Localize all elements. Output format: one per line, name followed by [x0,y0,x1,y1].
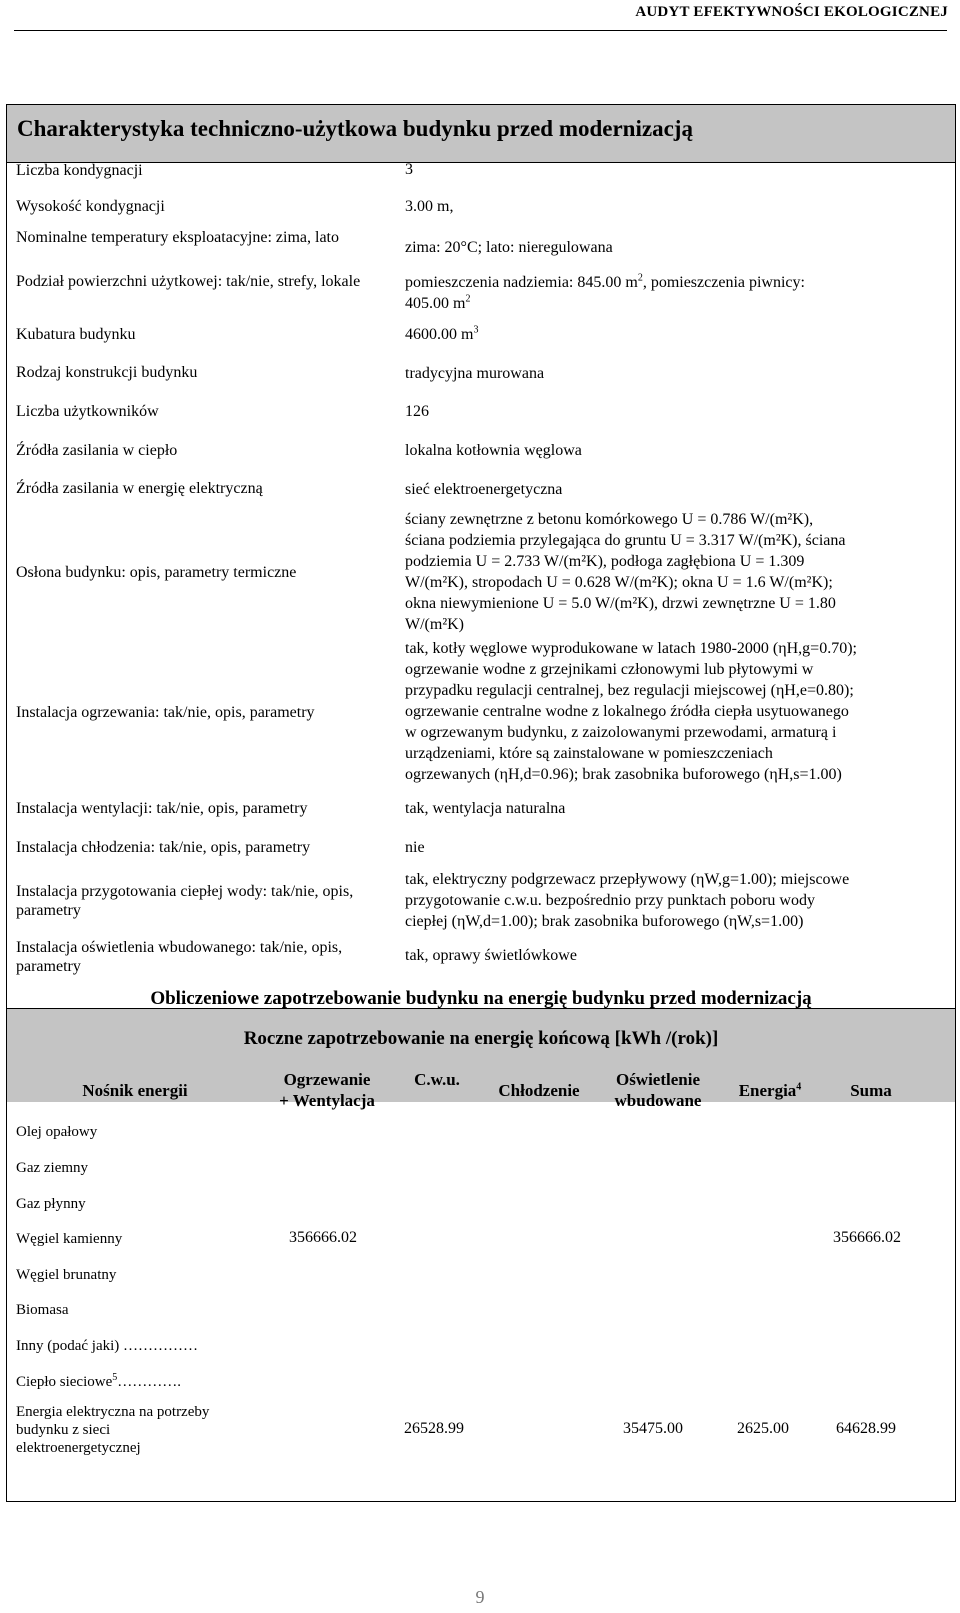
value-cwu: tak, elektryczny podgrzewacz przepływowy (ηW,g=1.00); miejscowe przygotowanie c.w.u. bezpośrednio przy punktach poboru wody ciepłej (ηW,d=1.00); brak zasobnika buforowego (ηW,s=1.00) [405,871,850,930]
row-gaz-plynny: Gaz płynny [16,1196,86,1212]
value-kondygnacje: 3 [405,161,413,178]
value-oslona: ściany zewnętrzne z betonu komórkowego U = 0.786 W/(m²K), ściana podziemia przylegająca do gruntu U = 3.317 W/(m²K), ściana podziemia U = 2.733 W/(m²K), podłoga zagłębiona U = 1.309 W/(m²K), stropodach U = 0.628 W/(m²K); okna U = 1.6 W/(m²K); okna niewymienione U = 5.0 W/(m²K), drzwi zewnętrzne U = 1.80 W/(m²K) [405,511,846,633]
label-oslona: Osłona budynku: opis, parametry termiczne [16,564,297,581]
value-ogrzewanie: tak, kotły węglowe wyprodukowane w latach 1980-2000 (ηH,g=0.70); ogrzewanie wodne z grzejnikami członowymi lub płytowymi w przypadku regulacji centralnej, bez regulacji miejscowej (ηH,e=0.80); ogrzewanie centralne wodne z lokalnego źródła ciepła usytuowanego w ogrzewanym budynku, z zaizolowanymi przewodami, armaturą i urządzeniami, które są zainstalowane w pomieszczeniach ogrzewanych (ηH,d=0.96); brak zasobnika buforowego (ηH,s=1.00) [405,640,857,783]
value-oswietlenie: tak, oprawy świetlówkowe [405,947,577,964]
row-olej: Olej opałowy [16,1124,98,1140]
label-cieplo: Źródła zasilania w ciepło [16,442,178,459]
label-cwu: Instalacja przygotowania ciepłej wody: tak/nie, opis, parametry [16,883,354,919]
section2-title: Obliczeniowe zapotrzebowanie budynku na energię budynku przed modernizacją [150,988,812,1009]
label-wentylacja: Instalacja wentylacji: tak/nie, opis, parametry [16,800,308,817]
label-temperatury: Nominalne temperatury eksploatacyjne: zima, lato [16,229,339,246]
row-wegiel-brunatny: Węgiel brunatny [16,1267,117,1283]
col-ogrzewanie: Ogrzewanie + Wentylacja [279,1070,375,1110]
col-chlodzenie: Chłodzenie [498,1081,580,1100]
label-podzial: Podział powierzchni użytkowej: tak/nie, strefy, lokale [16,273,361,290]
value-chlodzenie: nie [405,839,425,856]
header-rule [14,30,947,31]
row-wegiel-kamienny: Węgiel kamienny [16,1231,123,1247]
label-kubatura: Kubatura budynku [16,326,136,343]
cell-ee-oswietlenie: 2625.00 [737,1420,789,1437]
page-header [0,0,960,34]
label-uzytkownicy: Liczba użytkowników [16,403,159,420]
value-temperatury: zima: 20°C; lato: nieregulowana [405,239,613,256]
label-energia: Źródła zasilania w energię elektryczną [16,480,263,497]
row-biomasa: Biomasa [16,1302,69,1318]
section2-subtitle: Roczne zapotrzebowanie na energię końcową [kWh /(rok)] [243,1028,719,1049]
value-kubatura: 4600.00 $m^3$ [405,324,479,343]
label-konstrukcja: Rodzaj konstrukcji budynku [16,364,198,381]
label-wysokosc: Wysokość kondygnacji [16,198,165,215]
value-podzial: pomieszczenia nadziemia: 845.00 $m^2$, pomieszczenia piwnicy: 405.00 $m^2$ [405,272,805,312]
label-oswietlenie: Instalacja oświetlenia wbudowanego: tak/nie, opis, parametry [16,939,343,975]
label-ogrzewanie: Instalacja ogrzewania: tak/nie, opis, parametry [16,704,315,721]
row-energia-elektryczna: Energia elektryczna na potrzeby budynku z sieci elektroenergetycznej [16,1404,210,1456]
value-wysokosc: 3.00 m, [405,198,454,215]
col-oswietlenie: Oświetlenie wbudowane [614,1070,702,1110]
row-cieplo-sieciowe: Ciepło sieciowe$^5$…………. [16,1372,181,1390]
value-wentylacja: tak, wentylacja naturalna [405,800,566,817]
col-nosnik: Nośnik energii [82,1081,188,1100]
col-suma: Suma [850,1081,892,1100]
col-cwu: C.w.u. [414,1070,460,1089]
value-cieplo: lokalna kotłownia węglowa [405,442,582,459]
label-chlodzenie: Instalacja chłodzenia: tak/nie, opis, parametry [16,839,311,856]
label-kondygnacje: Liczba kondygnacji [16,162,143,179]
section1-title: Charakterystyka techniczno-użytkowa budynku przed modernizacją [17,116,693,141]
value-konstrukcja: tradycyjna murowana [405,365,545,382]
header-title: AUDYT EFEKTYWNOŚCI EKOLOGICZNEJ [635,4,948,20]
cell-ee-suma: 64628.99 [836,1420,896,1437]
cell-ee-ogrzewanie: 26528.99 [404,1420,464,1437]
cell-wegiel-ogrzewanie: 356666.02 [289,1229,357,1246]
row-inny: Inny (podać jaki) …………… [16,1338,199,1354]
value-uzytkownicy: 126 [405,403,429,420]
page-number: 9 [475,1587,485,1607]
value-energia: sieć elektroenergetyczna [405,481,563,498]
col-energia: Energia$^4$ [738,1081,802,1100]
row-gaz-ziemny: Gaz ziemny [16,1160,89,1176]
cell-wegiel-suma: 356666.02 [833,1229,901,1246]
cell-ee-cwu: 35475.00 [623,1420,683,1437]
